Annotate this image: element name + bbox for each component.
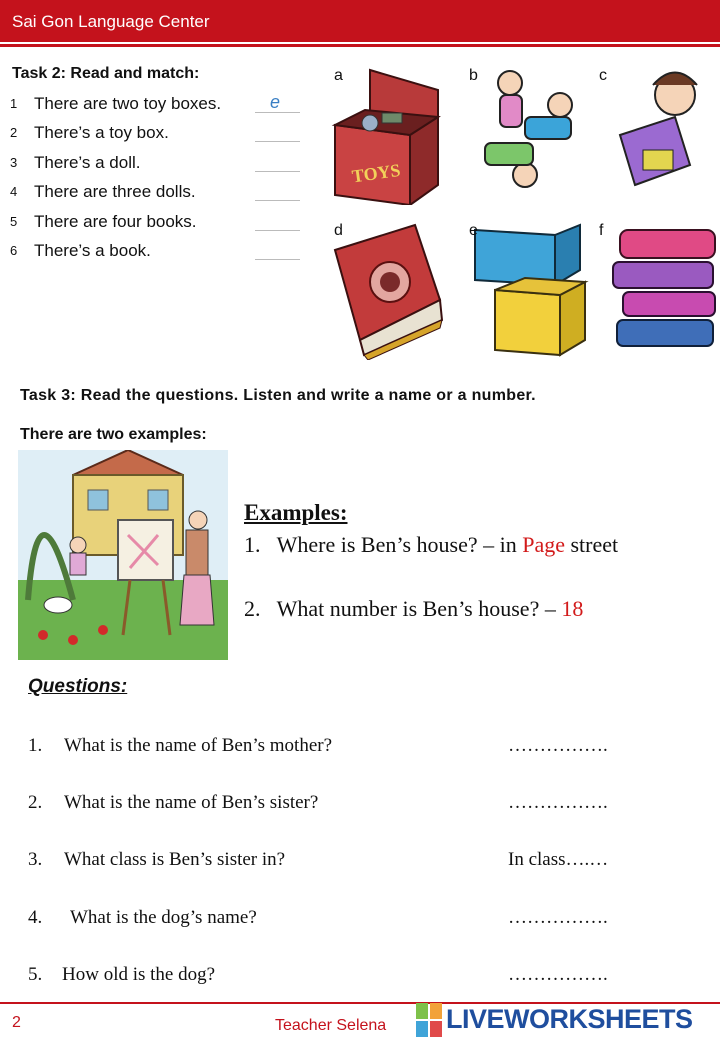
teacher-name: Teacher Selena xyxy=(275,1017,387,1034)
task3-title: Task 3: Read the questions. Listen and write a name or a number. xyxy=(20,387,536,404)
task2-list xyxy=(10,92,310,268)
question-number: 3. xyxy=(28,849,43,870)
picture-a xyxy=(330,55,460,205)
task2-item xyxy=(10,121,310,150)
question-number: 1. xyxy=(28,735,43,756)
picture-label: d xyxy=(334,222,343,239)
example-line xyxy=(244,596,583,622)
question-text: What class is Ben’s sister in? xyxy=(64,849,286,870)
task2-title: Task 2: Read and match: xyxy=(12,65,200,82)
header-title: Sai Gon Language Center xyxy=(12,12,210,31)
question-row xyxy=(28,792,708,822)
picture-label: b xyxy=(469,67,478,84)
four-books-illustration xyxy=(595,210,720,360)
three-dolls-illustration xyxy=(465,55,595,205)
header-divider xyxy=(0,44,720,47)
examples-heading: Examples: xyxy=(244,500,348,525)
example-text: Where is Ben’s house? – in xyxy=(276,532,523,557)
picture-label: c xyxy=(599,67,607,84)
item-text: There are four books. xyxy=(34,211,197,231)
picture-c xyxy=(595,55,720,205)
task2-item xyxy=(10,180,310,209)
item-number: 3 xyxy=(10,154,18,170)
picture-label: e xyxy=(469,222,478,239)
item-number: 6 xyxy=(10,242,18,258)
header-bar xyxy=(0,0,720,42)
task2-item xyxy=(10,151,310,180)
question-text: How old is the dog? xyxy=(62,964,216,985)
answer-text[interactable]: e xyxy=(270,92,281,112)
answer-blank[interactable]: ……………. xyxy=(508,907,608,928)
questions-heading: Questions: xyxy=(28,676,128,697)
item-number: 5 xyxy=(10,213,18,229)
example-text-end: street xyxy=(564,532,619,557)
book-illustration xyxy=(330,210,460,360)
answer-blank[interactable] xyxy=(255,200,300,201)
task2-item xyxy=(10,92,310,121)
item-number: 4 xyxy=(10,184,18,200)
page-number: 2 xyxy=(12,1014,21,1031)
example-number: 1. xyxy=(244,532,261,557)
liveworksheets-brand: LIVEWORKSHEETS xyxy=(446,1004,693,1034)
picture-e xyxy=(465,210,595,360)
task2-pictures xyxy=(330,55,720,360)
picture-label: f xyxy=(599,222,604,239)
item-text: There are three dolls. xyxy=(34,182,196,202)
answer-blank[interactable] xyxy=(255,141,300,142)
question-row xyxy=(28,849,708,879)
example-number: 2. xyxy=(244,596,261,621)
doll-illustration xyxy=(595,55,720,205)
question-number: 2. xyxy=(28,792,43,813)
example-answer: Page xyxy=(522,532,565,557)
answer-blank[interactable]: In class….… xyxy=(508,849,609,870)
example-line xyxy=(244,532,618,558)
question-text: What is the dog’s name? xyxy=(70,907,257,928)
picture-d xyxy=(330,210,460,360)
question-row xyxy=(28,964,708,994)
item-text: There’s a toy box. xyxy=(34,123,169,143)
item-number: 2 xyxy=(10,125,18,141)
task2-item xyxy=(10,239,310,268)
example-text: What number is Ben’s house? – xyxy=(276,596,562,621)
task2-item xyxy=(10,210,310,239)
question-text: What is the name of Ben’s sister? xyxy=(64,792,319,813)
answer-blank[interactable]: ……………. xyxy=(508,964,608,985)
answer-blank[interactable] xyxy=(255,230,300,231)
answer-blank[interactable]: ……………. xyxy=(508,792,608,813)
toys-label: TOYS xyxy=(350,159,402,187)
liveworksheets-icon xyxy=(416,1003,444,1037)
item-text: There’s a book. xyxy=(34,240,151,260)
liveworksheets-logo[interactable] xyxy=(416,1002,716,1038)
question-row xyxy=(28,907,708,937)
example-answer: 18 xyxy=(561,596,584,621)
picture-label: a xyxy=(334,67,343,84)
picture-b xyxy=(465,55,595,205)
answer-blank[interactable] xyxy=(255,171,300,172)
question-text: What is the name of Ben’s mother? xyxy=(64,735,333,756)
item-number: 1 xyxy=(10,96,18,111)
toy-box-illustration xyxy=(330,55,460,205)
answer-blank[interactable] xyxy=(255,259,300,260)
question-number: 5. xyxy=(28,964,43,985)
question-row xyxy=(28,735,708,765)
answer-blank[interactable]: ……………. xyxy=(508,735,608,756)
picture-f xyxy=(595,210,720,360)
two-toy-boxes-illustration xyxy=(465,210,595,360)
question-number: 4. xyxy=(28,907,43,928)
item-text: There are two toy boxes. xyxy=(34,94,222,113)
garden-scene-illustration xyxy=(18,450,228,660)
task3-subtitle: There are two examples: xyxy=(20,426,207,443)
item-text: There’s a doll. xyxy=(34,152,141,172)
